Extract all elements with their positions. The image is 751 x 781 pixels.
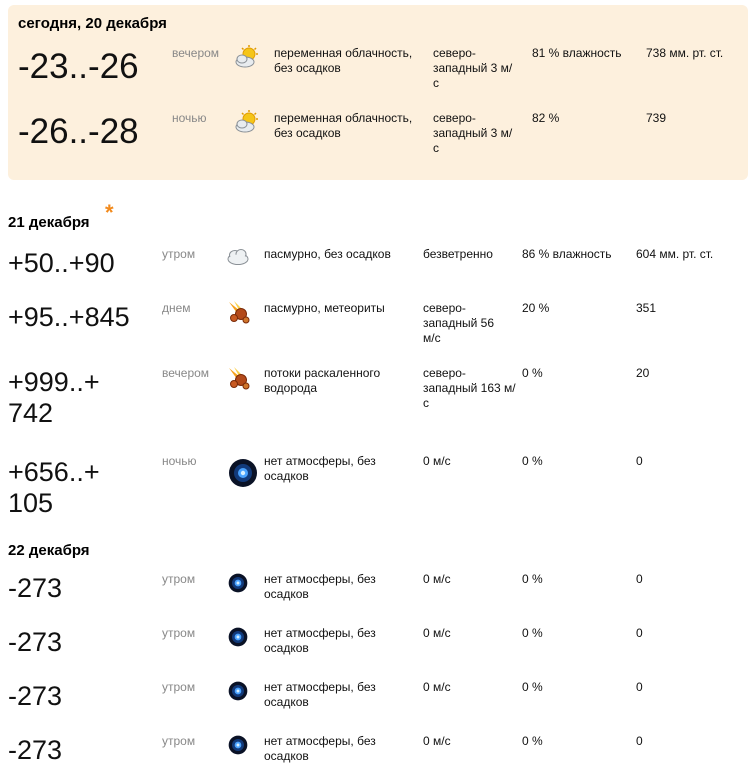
day-title: 22 декабря [8,542,90,559]
humidity: 0 % [522,366,543,380]
day-part: утром [162,572,196,586]
wind: северо-западный 3 м/с [433,111,513,155]
wind: северо-западный 3 м/с [433,46,513,90]
temperature: +95..+845 [8,302,130,332]
humidity: 0 % [522,626,543,640]
humidity: 81 % влажность [532,46,622,60]
pressure: 0 [636,454,643,468]
temperature: +999..+742 [8,367,100,428]
temperature: -273 [8,735,63,765]
humidity: 86 % влажность [522,247,612,261]
pressure: 351 [636,301,657,315]
pressure: 0 [636,734,643,748]
day-part: вечером [172,46,220,60]
space-icon [228,735,248,755]
meteorite-icon [226,365,252,391]
space-icon [228,627,248,647]
pressure: 0 [636,626,643,640]
pressure: 20 [636,366,650,380]
temperature: -273 [8,627,63,657]
condition: переменная облачность, без осадков [274,111,413,140]
day-part: ночью [162,454,197,468]
condition: пасмурно, метеориты [264,301,385,315]
wind: безветренно [423,247,493,261]
partly-cloudy-icon [234,109,260,135]
humidity: 0 % [522,454,543,468]
temperature: -273 [8,681,63,711]
pressure: 738 мм. рт. ст. [646,46,724,60]
humidity: 20 % [522,301,550,315]
day-part: ночью [172,111,207,125]
wind: 0 м/с [423,626,451,640]
condition: нет атмосферы, без осадков [264,734,376,763]
pressure: 0 [636,680,643,694]
today-title: сегодня, 20 декабря [18,15,167,32]
humidity: 0 % [522,734,543,748]
pressure: 739 [646,111,667,125]
wind: 0 м/с [423,734,451,748]
wind: 0 м/с [423,572,451,586]
space-icon [228,681,248,701]
temperature: -273 [8,573,63,603]
temperature: +50..+90 [8,248,115,278]
condition: нет атмосферы, без осадков [264,626,376,655]
temperature: -26..-28 [18,112,139,151]
cloud-icon [225,243,251,269]
wind: 0 м/с [423,680,451,694]
wind: северо-западный 56 м/с [423,301,494,345]
day-part: утром [162,734,196,748]
day-part: утром [162,680,196,694]
meteorite-icon [226,299,252,325]
space-icon [228,573,248,593]
wind: 0 м/с [423,454,451,468]
condition: потоки раскаленного водорода [264,366,381,395]
temperature: +656..+105 [8,457,100,518]
condition: нет атмосферы, без осадков [264,572,376,601]
condition: пасмурно, без осадков [264,247,391,261]
day-part: вечером [162,366,210,380]
day-part: днем [162,301,191,315]
asterisk-mark: * [105,200,114,225]
condition: переменная облачность, без осадков [274,46,413,75]
space-icon [228,458,258,488]
humidity: 0 % [522,680,543,694]
day-part: утром [162,626,196,640]
day-title: 21 декабря [8,214,90,231]
condition: нет атмосферы, без осадков [264,454,376,483]
pressure: 0 [636,572,643,586]
condition: нет атмосферы, без осадков [264,680,376,709]
humidity: 82 % [532,111,560,125]
partly-cloudy-icon [234,44,260,70]
temperature: -23..-26 [18,47,139,86]
day-part: утром [162,247,196,261]
pressure: 604 мм. рт. ст. [636,247,714,261]
humidity: 0 % [522,572,543,586]
wind: северо-западный 163 м/с [423,366,516,410]
